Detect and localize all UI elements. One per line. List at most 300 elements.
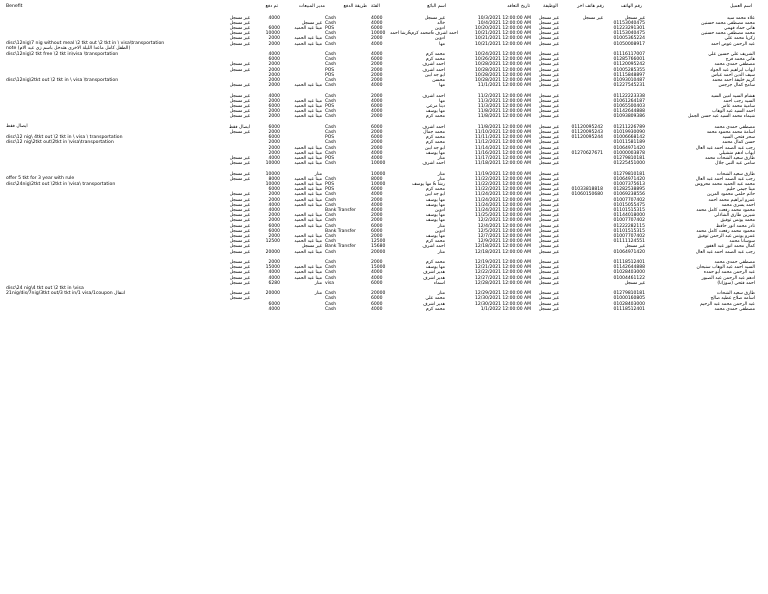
cell-date: 12/30/2021 12:00:00 AM <box>475 301 531 307</box>
cell-seller: احمد اشرف <box>422 62 445 68</box>
cell-phone: 01004461122 <box>613 275 645 281</box>
cell-method: Cash <box>325 176 337 182</box>
cell-category: 2000 <box>371 140 383 146</box>
benefit-note: disc\12nig\7 nig without meal \2 tkt out \2 tkt in \ visa\transportation <box>6 41 165 47</box>
cell-client: طارق سعيد الشحات محمد <box>705 156 755 161</box>
cell-client: ادهم عبد الرحمن عبد الصبور <box>701 275 755 281</box>
cell-seller: منار <box>437 223 445 229</box>
cell-manager: منار <box>314 291 322 297</box>
cell-job: غير مسجل <box>538 150 559 156</box>
cell-category: 4000 <box>371 202 383 208</box>
cell-phone: 01015055475 <box>613 202 645 208</box>
cell-seller: مها <box>439 83 445 89</box>
benefit-note: ايصال فقط <box>6 124 28 130</box>
cell-category: 2000 <box>371 72 383 78</box>
cell-seller: هدير اشرف <box>422 270 445 276</box>
cell-category: 12500 <box>371 239 386 245</box>
cell-client: اسامة محمد محمود محمد <box>706 130 755 135</box>
cell-paid: 2000 <box>268 192 280 198</box>
cell-client: هشام السيد امين السيد <box>711 93 755 99</box>
cell-client: عبد الرحمن محمد أبو حمده <box>703 270 755 276</box>
cell-method: Cash <box>325 31 337 37</box>
cell-seller: ادوين <box>434 228 445 234</box>
cell-date: 11/19/2021 12:00:00 AM <box>475 171 531 177</box>
cell-seller: منار <box>437 171 445 177</box>
cell-job: غير مسجل <box>538 223 559 229</box>
cell-manager: مينا عيد الحميد <box>294 249 322 255</box>
cell-client: حاتم حلمي محمود المزين <box>707 192 755 198</box>
cell-status: غير مسجل <box>229 83 250 89</box>
cell-job: غير مسجل <box>538 156 559 161</box>
cell-method: Bank Transfer <box>325 228 356 234</box>
cell-paid: 2000 <box>268 234 280 239</box>
cell-seller: احمد اشرف <box>422 67 445 73</box>
cell-paid: 2000 <box>268 109 280 115</box>
cell-status: غير مسجل <box>229 249 250 255</box>
cell-method: Cash <box>325 150 337 156</box>
cell-paid: 2000 <box>268 150 280 156</box>
cell-method: Cash <box>325 239 337 245</box>
cell-other: 01120095243 <box>571 130 603 135</box>
cell-category: 6000 <box>371 280 383 286</box>
cell-paid: 12500 <box>265 239 280 245</box>
benefit-note: offer 5 tkt for 3 year with rule <box>6 176 75 182</box>
cell-seller: ادوين <box>434 26 445 31</box>
cell-client: رجب عبد الصمد احمد عبد العال <box>695 176 755 182</box>
cell-category: 6000 <box>371 135 383 141</box>
cell-seller: احمد اشرف <box>422 161 445 167</box>
cell-client: احمد السيد عبد الوهاب <box>712 109 755 115</box>
cell-job: غير مسجل <box>538 270 559 276</box>
cell-paid: 6000 <box>268 57 280 63</box>
cell-paid: 2000 <box>268 213 280 219</box>
cell-paid: 4000 <box>268 202 280 208</box>
cell-category: 4000 <box>371 156 383 161</box>
cell-job: غير مسجل <box>538 41 559 47</box>
cell-client: الشريف علي حسين علي <box>708 52 755 57</box>
cell-status: غير مسجل <box>229 270 250 276</box>
cell-date: 10/28/2021 12:00:00 AM <box>475 62 531 68</box>
cell-status: غير مسجل <box>229 98 250 104</box>
cell-seller: احمد اشرف <box>422 244 445 250</box>
cell-method: visa <box>325 280 335 286</box>
cell-seller: محمد كرم <box>425 52 445 57</box>
cell-paid: 2000 <box>268 36 280 42</box>
cell-paid: 6000 <box>268 124 280 130</box>
cell-method: Bank Transfer <box>325 244 356 250</box>
cell-status: غير مسجل <box>229 280 250 286</box>
cell-category: 6000 <box>371 296 383 302</box>
cell-paid: 10000 <box>265 31 280 37</box>
cell-client: مصطفي حمدي محمد <box>714 62 755 68</box>
cell-job: غير مسجل <box>538 291 559 297</box>
cell-seller: هدير اشرف <box>422 275 445 281</box>
cell-job: غير مسجل <box>538 114 559 120</box>
cell-client: مصطفى حمدي محمد <box>714 306 755 312</box>
cell-method: Cash <box>325 145 337 151</box>
cell-phone: 01222282115 <box>613 223 645 229</box>
cell-seller: محمد كرم <box>425 187 445 193</box>
header-other-phone: رقم هاتف اخر <box>577 4 604 9</box>
cell-phone: 01118512401 <box>613 260 645 265</box>
cell-status: غير مسجل <box>229 223 250 229</box>
cell-date: 12/7/2021 12:00:00 AM <box>477 234 531 239</box>
cell-seller: محمد كرم <box>425 57 445 63</box>
header-row <box>0 4 768 9</box>
cell-paid: 6000 <box>268 135 280 141</box>
cell-date: 10/4/2021 12:00:00 AM <box>477 20 531 26</box>
cell-category: 2000 <box>371 213 383 219</box>
cell-paid: 20000 <box>265 291 280 297</box>
cell-paid: 6000 <box>268 223 280 229</box>
cell-method: Cash <box>325 20 337 26</box>
cell-method: Cash <box>325 306 337 312</box>
cell-date: 10/28/2021 12:00:00 AM <box>475 72 531 78</box>
cell-category: 2000 <box>371 78 383 83</box>
cell-seller: محسن <box>432 78 445 83</box>
cell-date: 11/24/2021 12:00:00 AM <box>475 202 531 208</box>
cell-status: غير مسجل <box>229 130 250 135</box>
cell-client: محمد عبد الحميد محمد محروس <box>695 182 755 187</box>
cell-paid: 2000 <box>268 72 280 78</box>
cell-client: سامي عبد النبي جلال <box>715 161 755 167</box>
cell-seller: اسماء <box>433 280 445 286</box>
cell-client: حسن كمال محمد <box>722 140 755 146</box>
cell-date: 11/1/2021 12:00:00 AM <box>477 83 531 89</box>
cell-category: 4000 <box>371 83 383 89</box>
cell-category: 4000 <box>371 306 383 312</box>
cell-job: غير مسجل <box>538 197 559 203</box>
cell-client: مينا جيمي حليم <box>726 187 755 193</box>
cell-paid: 4000 <box>268 306 280 312</box>
header-client-name: اسم العميل <box>729 4 752 9</box>
cell-category: 2000 <box>371 93 383 99</box>
cell-category: 6000 <box>371 228 383 234</box>
cell-job: غير مسجل <box>538 301 559 307</box>
cell-paid: 15000 <box>265 265 280 271</box>
cell-job: غير مسجل <box>538 78 559 83</box>
header-contract-date: تاريخ التعاقد <box>507 4 530 9</box>
cell-client: احمد يسري محمد <box>721 202 755 208</box>
cell-method: Cash <box>325 83 337 89</box>
cell-method: Cash <box>325 291 337 297</box>
cell-date: 11/10/2021 12:00:00 AM <box>475 130 531 135</box>
cell-category: 4000 <box>371 270 383 276</box>
cell-category: 2000 <box>371 197 383 203</box>
cell-phone: 01093809386 <box>613 114 645 120</box>
cell-seller: غير مسجل <box>424 15 445 21</box>
cell-date: 11/3/2021 12:00:00 AM <box>477 98 531 104</box>
cell-phone: غير مسجل <box>624 280 645 286</box>
benefit-note: note (الطفل كامل ماعدا الليلة الاخري هتدخل باسم زي عيد الام) <box>6 46 131 52</box>
cell-other: غير مسجل <box>582 15 603 21</box>
header-phone: رقم الهاتف <box>620 4 642 9</box>
cell-manager: مينا عيد الحميد <box>294 156 322 161</box>
cell-method: Cash <box>325 265 337 271</box>
cell-category: 2000 <box>371 36 383 42</box>
cell-date: 11/24/2021 12:00:00 AM <box>475 192 531 198</box>
cell-manager: غير مسجل <box>301 20 322 26</box>
cell-seller: منار <box>437 249 445 255</box>
cell-paid: 2000 <box>268 78 280 83</box>
cell-status: غير مسجل <box>229 176 250 182</box>
cell-phone: 01153040475 <box>613 20 645 26</box>
cell-paid: 2000 <box>268 41 280 47</box>
cell-paid: 6280 <box>268 280 280 286</box>
cell-seller: مها يوسف <box>425 202 445 208</box>
cell-status: غير مسجل <box>229 20 250 26</box>
cell-job: غير مسجل <box>538 26 559 31</box>
cell-status: غير مسجل <box>229 192 250 198</box>
cell-seller: محمد جمال <box>423 130 445 135</box>
cell-method: POS <box>325 72 335 78</box>
cell-method: Cash <box>325 78 337 83</box>
cell-manager: مينا عيد الحميد <box>294 192 322 198</box>
cell-manager: مينا عيد الحميد <box>294 202 322 208</box>
cell-seller: ادوين <box>434 36 445 42</box>
cell-status: غير مسجل <box>229 67 250 73</box>
cell-client: ايهاب ادهم منشيلي <box>718 150 755 156</box>
cell-status: غير مسجل <box>229 114 250 120</box>
cell-status: غير مسجل <box>229 244 250 250</box>
cell-job: غير مسجل <box>538 83 559 89</box>
cell-date: 11/14/2021 12:00:00 AM <box>475 145 531 151</box>
cell-seller: احمد اشرف &محمد كرم&رشا احمد <box>390 31 458 37</box>
cell-job: غير مسجل <box>538 171 559 177</box>
cell-date: 10/3/2021 12:00:00 AM <box>477 15 531 21</box>
cell-manager: منار <box>314 171 322 177</box>
benefit-note: disc\12nig\2 tkt free \2 tkt in\visa \transportation <box>6 51 119 57</box>
cell-phone: 01064971420 <box>613 249 645 255</box>
cell-category: 2000 <box>371 130 383 135</box>
cell-phone: 01007707402 <box>613 218 645 224</box>
cell-seller: احمد اشرف <box>422 93 445 99</box>
cell-date: 12/27/2021 12:00:00 AM <box>475 275 531 281</box>
cell-phone: 01000160805 <box>613 296 645 302</box>
cell-category: 2000 <box>371 218 383 224</box>
cell-paid: 6000 <box>268 26 280 31</box>
cell-job: غير مسجل <box>538 202 559 208</box>
cell-client: اسامه صلاح عطيه صالح <box>710 296 755 302</box>
cell-status: غير مسجل <box>229 202 250 208</box>
cell-status: غير مسجل <box>229 171 250 177</box>
cell-method: Cash <box>325 234 337 239</box>
cell-client: السيد احمد عبد الوهاب سنبحان <box>696 265 755 271</box>
cell-job: غير مسجل <box>538 130 559 135</box>
cell-seller: ابو جه ابين <box>424 192 445 198</box>
cell-category: 8000 <box>371 176 383 182</box>
cell-job: غير مسجل <box>538 145 559 151</box>
cell-job: غير مسجل <box>538 296 559 302</box>
cell-client: محمود محمد رفعت كامل محمد <box>696 208 755 213</box>
cell-status: غير مسجل <box>229 208 250 213</box>
cell-job: غير مسجل <box>538 228 559 234</box>
cell-status: غير مسجل <box>229 265 250 271</box>
cell-date: 12/2/2021 12:00:00 AM <box>477 218 531 224</box>
cell-status <box>220 307 250 312</box>
cell-job: غير مسجل <box>538 31 559 37</box>
cell-phone: 01007707402 <box>613 234 645 239</box>
benefit-note: 21nig/dis/7nig/3tkt out/3 tkt in/1 visa/1coupon انتقال <box>6 290 126 296</box>
cell-method: Cash <box>325 202 337 208</box>
header-sales-manager: مدير المبيعات <box>298 4 325 9</box>
cell-phone: 01116117007 <box>613 52 645 57</box>
cell-job: غير مسجل <box>538 20 559 26</box>
cell-date: 11/24/2021 12:00:00 AM <box>475 197 531 203</box>
cell-status: غير مسجل <box>229 197 250 203</box>
cell-method: Cash <box>325 275 337 281</box>
cell-phone: غير مسجل <box>624 244 645 250</box>
cell-job: غير مسجل <box>538 161 559 167</box>
cell-job: غير مسجل <box>538 176 559 182</box>
cell-manager: مينا عيد الحميد <box>294 223 322 229</box>
cell-phone: 01011581189 <box>613 140 645 146</box>
cell-seller: مها <box>439 41 445 47</box>
cell-paid: 2000 <box>268 140 280 146</box>
cell-manager: مينا عيد الحميد <box>294 213 322 219</box>
cell-category: 6000 <box>371 187 383 193</box>
cell-job: غير مسجل <box>538 109 559 115</box>
cell-paid: 2000 <box>268 130 280 135</box>
cell-status: غير مسجل <box>229 260 250 265</box>
cell-job: غير مسجل <box>538 260 559 265</box>
cell-method: Cash <box>325 57 337 63</box>
cell-date: 11/24/2021 12:00:00 AM <box>475 208 531 213</box>
cell-phone: 01279810181 <box>613 171 645 177</box>
cell-category: 2000 <box>371 260 383 265</box>
cell-category: 6000 <box>371 26 383 31</box>
cell-date: 10/21/2021 12:00:00 AM <box>475 41 531 47</box>
cell-seller: محمد كرم <box>425 135 445 141</box>
cell-method: Cash <box>325 124 337 130</box>
cell-client: عمرو يونس عبد الرحمن توفيق <box>697 234 755 239</box>
cell-paid: 6000 <box>268 301 280 307</box>
cell-job: غير مسجل <box>538 306 559 312</box>
cell-date: 10/24/2021 12:00:00 AM <box>475 52 531 57</box>
cell-date: 11/17/2021 12:00:00 AM <box>475 156 531 161</box>
cell-job: غير مسجل <box>538 265 559 271</box>
cell-phone: 01069238556 <box>613 192 645 198</box>
cell-paid: 4000 <box>268 270 280 276</box>
header-benefit: Benefit <box>6 4 23 9</box>
cell-phone: 01101515315 <box>613 228 645 234</box>
benefit-note: disc\24nig\2tkt out \2tkt in \visa\ transportation <box>6 181 116 187</box>
cell-category: 4000 <box>371 20 383 26</box>
cell-paid: 4000 <box>268 275 280 281</box>
cell-seller: منار <box>437 176 445 182</box>
cell-seller: دينا مرعي <box>426 104 445 109</box>
cell-date: 11/18/2021 12:00:00 AM <box>475 161 531 167</box>
cell-paid: 2000 <box>268 145 280 151</box>
cell-seller: ادوين <box>434 208 445 213</box>
cell-status: غير مسجل <box>229 296 250 302</box>
cell-client: طارق سعيد الشحات <box>716 171 755 177</box>
cell-client: سامح كمال جرجس <box>718 83 755 89</box>
cell-manager: مينا عيد الحميد <box>294 98 322 104</box>
cell-job: غير مسجل <box>538 140 559 146</box>
cell-phone: 01005365224 <box>613 36 645 42</box>
cell-status: غير مسجل <box>229 62 250 68</box>
cell-date: 12/18/2021 12:00:00 AM <box>475 244 531 250</box>
cell-phone: 01061264187 <box>613 98 645 104</box>
cell-manager: مينا عيد الحميد <box>294 150 322 156</box>
cell-job: غير مسجل <box>538 234 559 239</box>
cell-status: غير مسجل <box>229 234 250 239</box>
cell-category: 4000 <box>371 52 383 57</box>
cell-date: 11/22/2021 12:00:00 AM <box>475 187 531 193</box>
cell-phone: 01115848897 <box>613 72 645 78</box>
cell-client: كمال محمد انور عبد الغفور <box>704 244 755 250</box>
cell-phone: 01118512401 <box>613 306 645 312</box>
cell-job: غير مسجل <box>538 124 559 130</box>
cell-seller: خالد <box>437 20 445 26</box>
cell-category: 6000 <box>371 223 383 229</box>
cell-paid: 2000 <box>268 98 280 104</box>
cell-client: نادر محمد انور حافظ <box>716 223 755 229</box>
cell-phone: 01142644888 <box>613 265 645 271</box>
cell-status: غير مسجل <box>229 36 250 42</box>
cell-method: Cash <box>325 15 337 21</box>
cell-manager: مينا عيد الحميد <box>294 197 322 203</box>
cell-paid: 2000 <box>268 260 280 265</box>
cell-paid: 2000 <box>268 67 280 73</box>
cell-status: غير مسجل <box>229 156 250 161</box>
cell-category: 4000 <box>371 15 383 21</box>
cell-method: POS <box>325 26 335 31</box>
cell-other: 01120095242 <box>571 124 603 130</box>
cell-manager: مينا عيد الحميد <box>294 187 322 193</box>
cell-job: غير مسجل <box>538 62 559 68</box>
cell-date: 11/8/2021 12:00:00 AM <box>477 114 531 120</box>
cell-phone: 01279810181 <box>613 156 645 161</box>
cell-phone: 01101515315 <box>613 208 645 213</box>
cell-seller: مها يوسف <box>425 218 445 224</box>
cell-category: 20000 <box>371 249 386 255</box>
cell-method: Cash <box>325 114 337 120</box>
cell-job: غير مسجل <box>538 182 559 187</box>
cell-job: غير مسجل <box>538 244 559 250</box>
cell-phone: 01050008917 <box>613 41 645 47</box>
benefit-note: disc\12nig\2tkt out \2 tkt in \ visa \transportation <box>6 77 119 83</box>
cell-method: Cash <box>325 36 337 42</box>
cell-date: 1/1/2022 12:00:00 AM <box>480 306 531 312</box>
header-seller-name: اسم البائع <box>427 4 446 9</box>
cell-method: Cash <box>325 213 337 219</box>
cell-method: Cash <box>325 197 337 203</box>
cell-status: غير مسجل <box>229 26 250 31</box>
cell-date: 11/8/2021 12:00:00 AM <box>477 109 531 115</box>
cell-seller: رشا & مها يوسف <box>412 182 445 187</box>
cell-category: 2000 <box>371 114 383 120</box>
header-job: الوظيفة <box>543 4 558 9</box>
cell-phone: 01142644888 <box>613 109 645 115</box>
cell-status: غير مسجل <box>229 31 250 37</box>
cell-date: 12/5/2021 12:00:00 AM <box>477 228 531 234</box>
cell-job: غير مسجل <box>538 93 559 99</box>
cell-method: Cash <box>325 192 337 198</box>
cell-phone: 01211226789 <box>613 124 645 130</box>
cell-date: 11/12/2021 12:00:00 AM <box>475 140 531 146</box>
cell-client: عبد الرحمن عوض احمد <box>710 41 755 47</box>
cell-phone: 01120095242 <box>613 62 645 68</box>
cell-manager: مينا عيد الحميد <box>294 234 322 239</box>
cell-category: 6000 <box>371 104 383 109</box>
cell-manager: مينا عيد الحميد <box>294 161 322 167</box>
cell-date: 10/20/2021 12:00:00 AM <box>475 26 531 31</box>
benefit-note: disc\12 nig\2tkt out\2tkt in \visa\transportation <box>6 140 114 145</box>
cell-status: غير مسجل <box>229 41 250 47</box>
cell-date: 10/28/2021 12:00:00 AM <box>475 78 531 83</box>
